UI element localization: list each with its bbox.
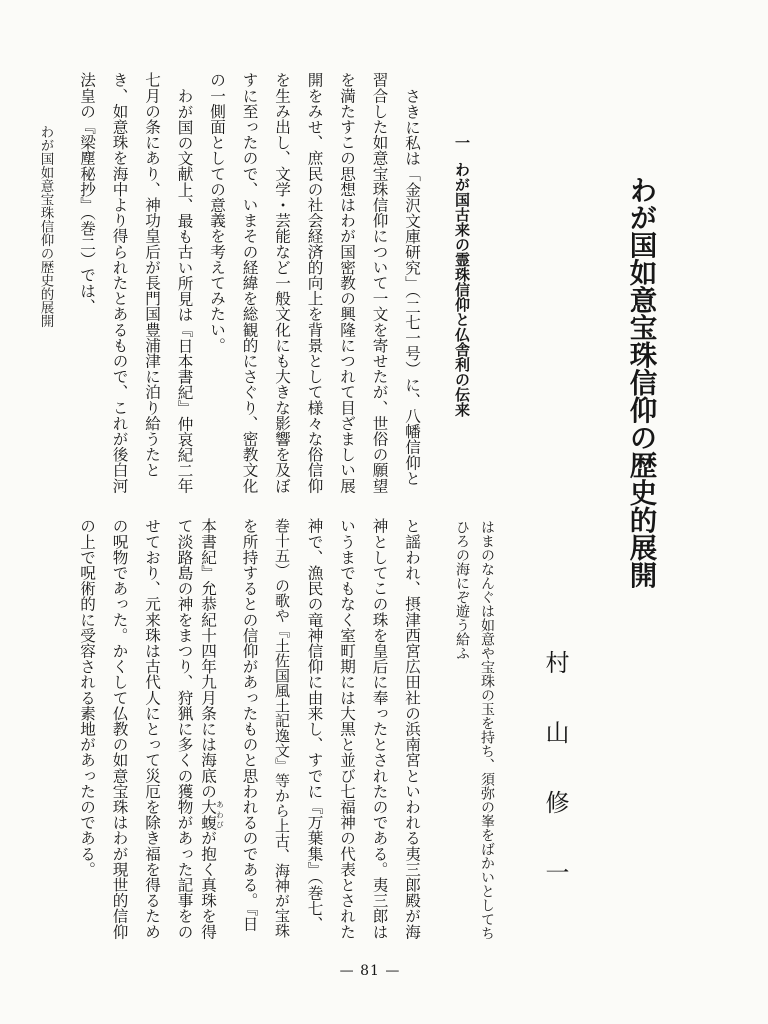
lower-text-column: 巻十五）の歌や『土佐国風土記逸文』等から上古、海神が宝珠 <box>273 518 291 938</box>
upper-text-column: 開をみせ、庶民の社会経済的向上を背景として様々な俗信仰 <box>305 72 324 494</box>
section-heading: わが国古来の霊珠信仰と仏舎利の伝来 <box>453 162 471 417</box>
ruby-base: 大蝮 <box>199 798 217 831</box>
upper-text-column: の一側面としての意義を考えてみたい。 <box>208 72 226 353</box>
quote-line: はまのなんぐは如意や宝珠の玉を持ち、須弥の峯をばかいとしてち <box>479 520 495 940</box>
lower-text-column: の上で呪術的に受容される素地があったのである。 <box>78 518 96 877</box>
lower-text-column: を所持するとの信仰があったものと思われるのである。『日 <box>240 518 259 932</box>
upper-text-column: 習合した如意宝珠信仰について一文を寄せたが、世俗の願望 <box>370 72 389 494</box>
upper-text-column: 法皇の『梁塵秘抄』（巻二）では、 <box>78 72 96 314</box>
upper-text-column: を生み出し、文学・芸能など一般文化にも大きな影響を及ぼ <box>273 72 291 494</box>
lower-text-column: て淡路島の神をまつり、狩猟に多くの獲物があった記事をの <box>175 518 194 940</box>
furigana: あわび <box>215 798 225 830</box>
upper-text-column: すに至ったので、いまその経緯を総観的にさぐり、密教文化 <box>240 72 259 494</box>
lower-text-column: せており、元来珠は古代人にとって災厄を除き福を得るため <box>143 518 161 940</box>
column-text-segment: 本書紀』允恭紀十四年九月条には海底の <box>199 518 217 799</box>
section-number: 一 <box>453 135 471 150</box>
upper-text-column: き、如意珠を海中より得られたとあるもので、これが後白河 <box>110 72 129 494</box>
upper-text-column: さきに私は「金沢文庫研究」（二七一号）に、八幡信仰と <box>403 87 421 486</box>
article-title: わが国如意宝珠信仰の歴史的展開 <box>624 176 657 589</box>
quote-line: ひろの海にぞ遊う給ふ <box>454 520 470 660</box>
lower-text-column: 神としてこの珠を皇后に奉ったとされたのである。夷三郎は <box>370 518 389 940</box>
upper-text-column: わが国の文献上、最も古い所見は『日本書紀』仲哀紀二年 <box>175 87 194 494</box>
upper-text-column: を満たすこの思想はわが国密教の興隆につれて目ざましい展 <box>338 72 356 494</box>
running-header: わが国如意宝珠信仰の歴史的展開 <box>37 125 54 328</box>
lower-text-column: いうまでもなく室町期には大黒と並び七福神の代表とされた <box>338 518 356 940</box>
page-number: — 81 — <box>339 963 401 979</box>
ruby-annotation <box>199 798 225 831</box>
lower-text-column: の呪物であった。かくして仏教の如意宝珠はわが現世的信仰 <box>110 518 129 940</box>
column-text-segment: が抱く真珠を得 <box>199 830 217 940</box>
lower-text-column <box>199 518 225 940</box>
lower-text-column: 神で、漁民の竜神信仰に由来し、すでに『万葉集』（巻七、 <box>305 518 324 932</box>
lower-text-column: と謡われ、摂津西宮広田社の浜南宮といわれる夷三郎殿が海 <box>403 518 421 940</box>
author-name: 村山修一 <box>541 650 569 930</box>
upper-text-column: 七月の条にあり、神功皇后が長門国豊浦津に泊り給うたと <box>143 72 161 478</box>
